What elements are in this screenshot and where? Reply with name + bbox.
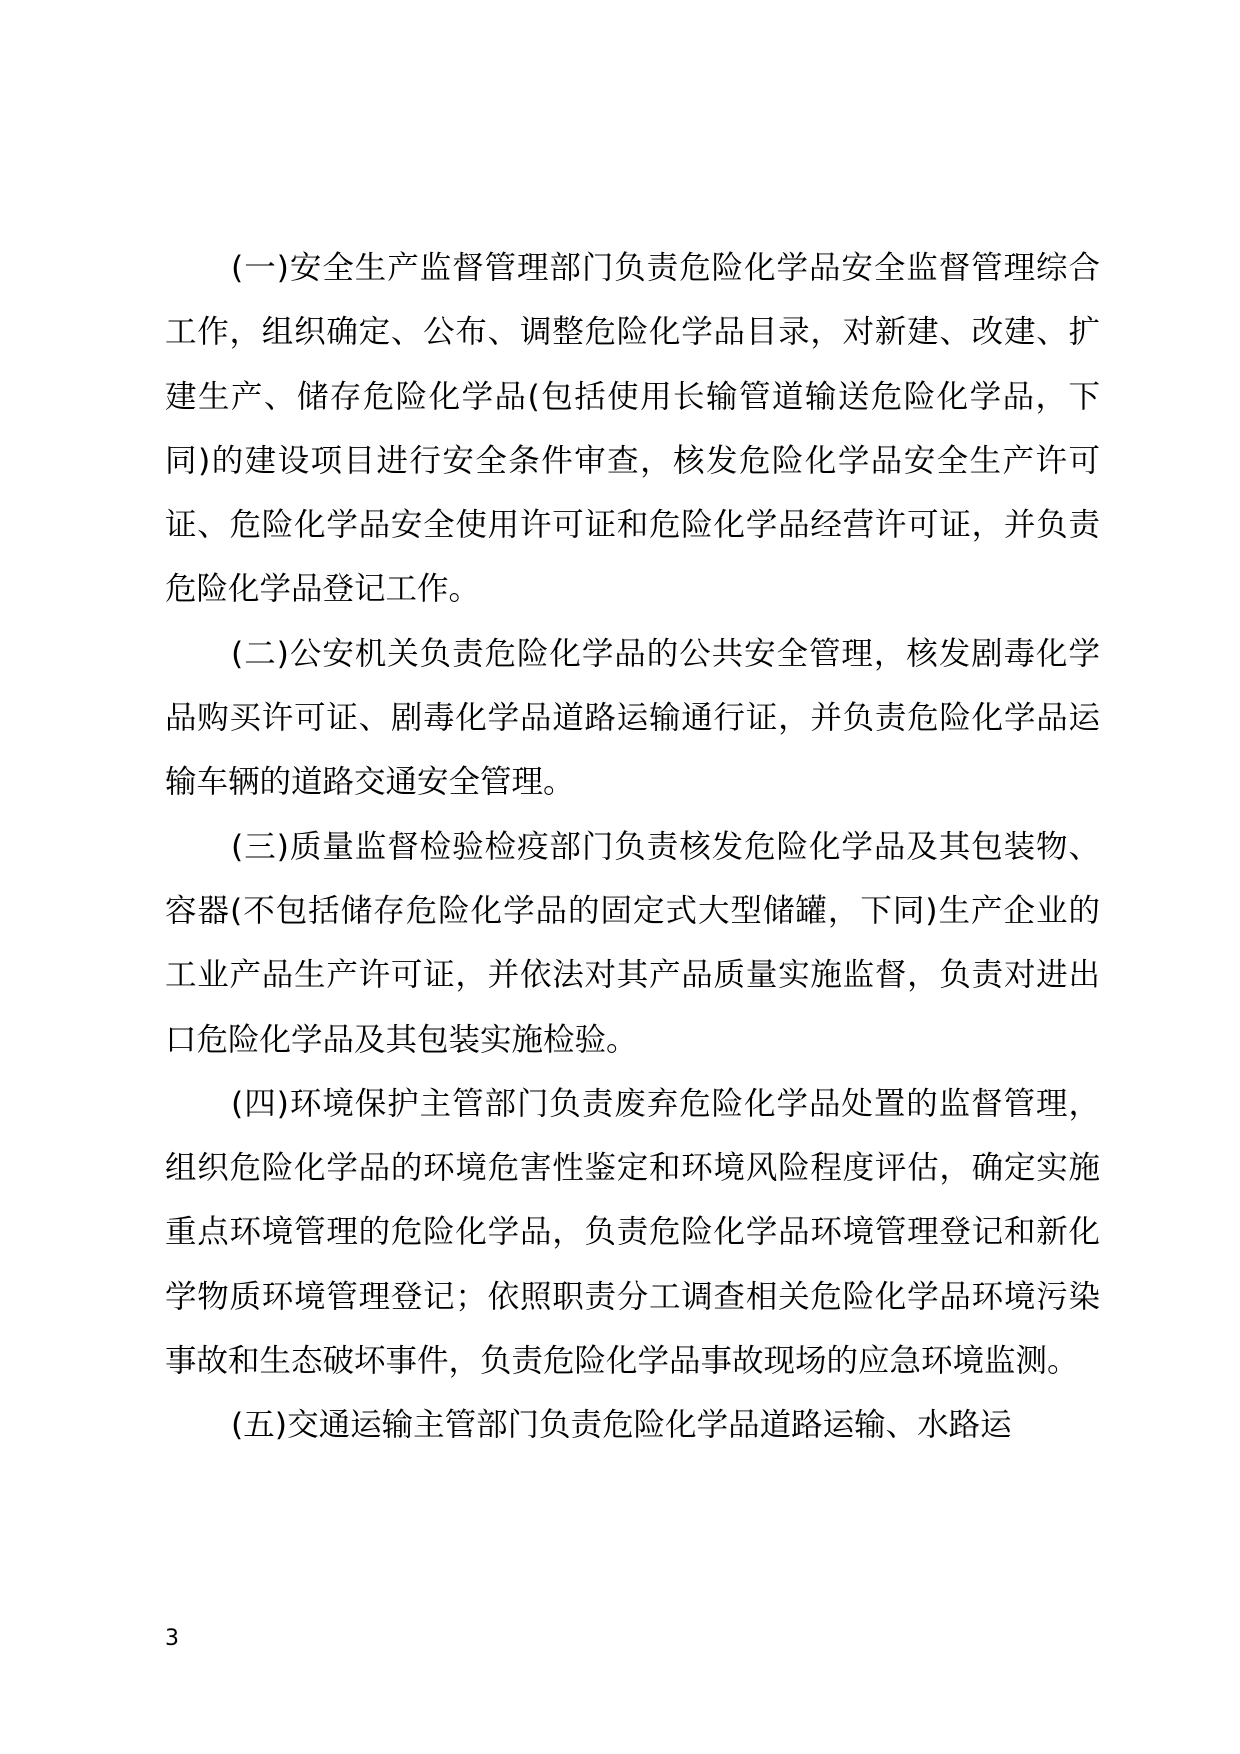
paragraph-1: (一)安全生产监督管理部门负责危险化学品安全监督管理综合工作，组织确定、公布、调整危险化学品目录，对新建、改建、扩建生产、储存危险化学品(包括使用长输管道输送危险化学品，下同)的建设项目进行安全条件审查，核发危险化学品安全生产许可证、危险化学品安全使用许可证和危险化学品经营许可证，并负责危险化学品登记工作。 — [165, 250, 1100, 608]
document-body — [165, 236, 1100, 1458]
paragraph-5: (五)交通运输主管部门负责危险化学品道路运输、水路运 — [231, 1407, 1012, 1444]
paragraph-4: (四)环境保护主管部门负责废弃危险化学品处置的监督管理，组织危险化学品的环境危害性鉴定和环境风险程度评估，确定实施重点环境管理的危险化学品，负责危险化学品环境管理登记和新化学物质环境管理登记；依照职责分工调查相关危险化学品环境污染事故和生态破坏事件，负责危险化学品事故现场的应急环境监测。 — [165, 1085, 1100, 1380]
paragraph-3: (三)质量监督检验检疫部门负责核发危险化学品及其包装物、容器(不包括储存危险化学品的固定式大型储罐，下同)生产企业的工业产品生产许可证，并依法对其产品质量实施监督，负责对进出口危险化学品及其包装实施检验。 — [165, 828, 1100, 1058]
paragraph-2: (二)公安机关负责危险化学品的公共安全管理，核发剧毒化学品购买许可证、剧毒化学品道路运输通行证，并负责危险化学品运输车辆的道路交通安全管理。 — [165, 635, 1100, 801]
page-number: 3 — [165, 1626, 179, 1651]
